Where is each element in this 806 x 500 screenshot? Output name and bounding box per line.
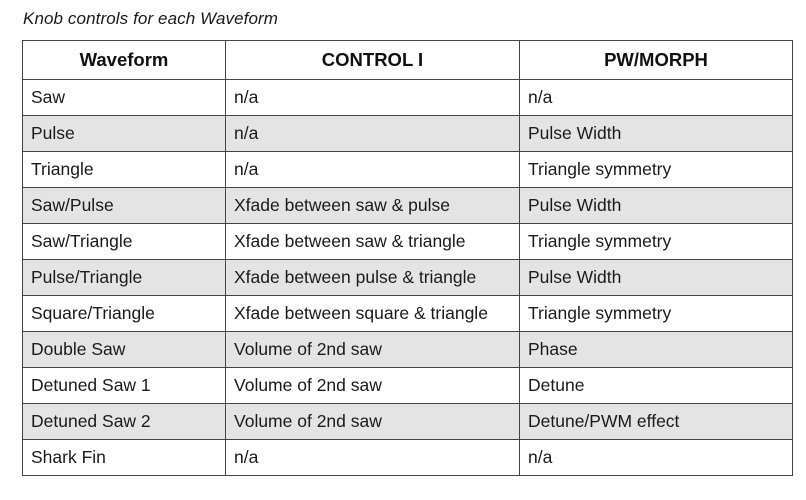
waveform-cell: Pulse [23, 116, 226, 152]
table-row [23, 188, 793, 224]
waveform-cell: Detuned Saw 1 [23, 368, 226, 404]
table-row [23, 80, 793, 116]
header-row [23, 41, 793, 80]
table-row [23, 224, 793, 260]
pw-morph-cell: Pulse Width [520, 116, 793, 152]
control-i-cell: Volume of 2nd saw [226, 332, 520, 368]
table-caption: Knob controls for each Waveform [23, 9, 279, 28]
waveform-cell: Detuned Saw 2 [23, 404, 226, 440]
waveform-cell: Shark Fin [23, 440, 226, 476]
table-row [23, 152, 793, 188]
waveform-cell: Double Saw [23, 332, 226, 368]
waveform-cell: Saw/Pulse [23, 188, 226, 224]
header-waveform: Waveform [23, 41, 226, 80]
table-row [23, 116, 793, 152]
control-i-cell: n/a [226, 80, 520, 116]
pw-morph-cell: Detune/PWM effect [520, 404, 793, 440]
header-pw-morph: PW/MORPH [520, 41, 793, 80]
control-i-cell: Xfade between square & triangle [226, 296, 520, 332]
waveform-cell: Square/Triangle [23, 296, 226, 332]
control-i-cell: Xfade between pulse & triangle [226, 260, 520, 296]
table-row [23, 296, 793, 332]
control-i-cell: Volume of 2nd saw [226, 368, 520, 404]
waveform-cell: Saw/Triangle [23, 224, 226, 260]
waveform-cell: Triangle [23, 152, 226, 188]
control-i-cell: Volume of 2nd saw [226, 404, 520, 440]
waveform-cell: Pulse/Triangle [23, 260, 226, 296]
table-row [23, 404, 793, 440]
waveform-knob-table [22, 40, 793, 476]
table-row [23, 368, 793, 404]
pw-morph-cell: Detune [520, 368, 793, 404]
pw-morph-cell: Pulse Width [520, 260, 793, 296]
pw-morph-cell: Pulse Width [520, 188, 793, 224]
header-control-i: CONTROL I [226, 41, 520, 80]
table-row [23, 440, 793, 476]
pw-morph-cell: Triangle symmetry [520, 296, 793, 332]
waveform-cell: Saw [23, 80, 226, 116]
control-i-cell: n/a [226, 152, 520, 188]
pw-morph-cell: n/a [520, 440, 793, 476]
pw-morph-cell: Phase [520, 332, 793, 368]
control-i-cell: n/a [226, 116, 520, 152]
control-i-cell: n/a [226, 440, 520, 476]
control-i-cell: Xfade between saw & triangle [226, 224, 520, 260]
pw-morph-cell: n/a [520, 80, 793, 116]
control-i-cell: Xfade between saw & pulse [226, 188, 520, 224]
pw-morph-cell: Triangle symmetry [520, 224, 793, 260]
table-row [23, 332, 793, 368]
pw-morph-cell: Triangle symmetry [520, 152, 793, 188]
table-row [23, 260, 793, 296]
